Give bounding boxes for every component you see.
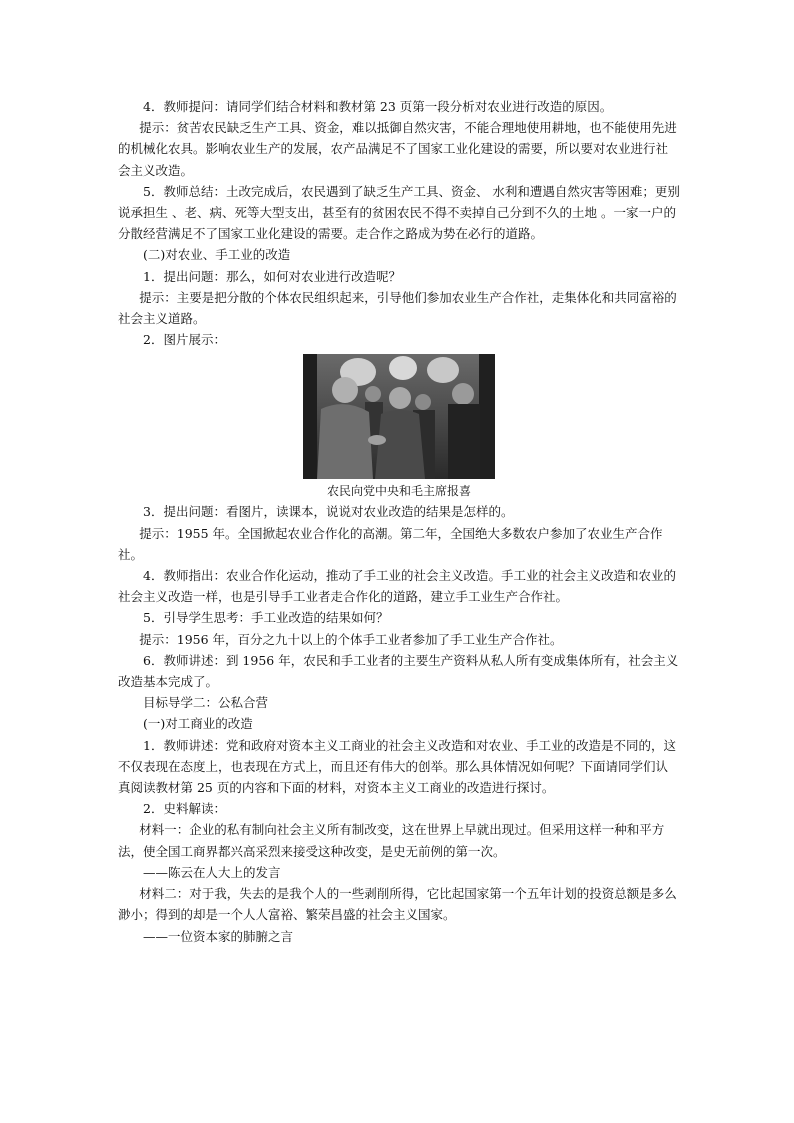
hint-4: 提示：1956 年，百分之九十以上的个体手工业者参加了手工业生产合作社。 (139, 631, 563, 647)
material-1-source: ——陈云在人大上的发言 (143, 864, 281, 880)
question-4: 4．教师提问：请同学们结合材料和教材第 23 页第一段分析对农业进行改造的原因。 (143, 99, 613, 114)
photo-farmers-reporting-to-chairman-icon (303, 354, 495, 479)
teacher-narration-1: 1．教师讲述：党和政府对资本主义工商业的社会主义改造和对农业、手工业的改造是不同的，这不仅表现在态度上，也表现在方式上，而且还有伟大的创举。那么具体情况如何呢？下面请同学们认真阅读教材第 25 页的内容和下面的材料，对资本主义工商业的改造进行探讨。 (118, 737, 676, 796)
figure (118, 354, 680, 501)
document-body (118, 96, 680, 947)
objective-heading-2: 目标导学二：公私合营 (143, 695, 269, 711)
figure-caption: 农民向党中央和毛主席报喜 (326, 484, 471, 499)
teacher-narration-6: 6．教师讲述：到 1956 年，农民和手工业者的主要生产资料从私人所有变成集体所有，社会主义改造基本完成了。 (118, 652, 679, 690)
hint-3: 提示：1955 年。全国掀起农业合作化的高潮。第二年，全国绝大多数农户参加了农业生产合作社。 (118, 525, 663, 562)
question-1: 1．提出问题：那么，如何对农业进行改造呢？ (143, 268, 401, 284)
hint-1: 提示：贫苦农民缺乏生产工具、资金，难以抵御自然灾害，不能合理地使用耕地，也不能使用先进的机械化农具。影响农业生产的发展，农产品满足不了国家工业化建设的需要，所以要对农业进行社会主义改造。 (118, 120, 677, 178)
picture-display: 2．图片展示： (143, 332, 226, 348)
question-3: 3．提出问题：看图片，读课本，说说对农业改造的结果是怎样的。 (143, 504, 514, 520)
summary-5: 5．教师总结：土改完成后，农民遇到了缺乏生产工具、资金、 水利和遭遇自然灾害等困难；更别说承担生 、老、病、死等大型支出，甚至有的贫困农民不得不卖掉自己分到不久的土地 。一家一户的分散经营满足不了国家工业化建设的需要。走合作之路成为势在必行的道路。 (118, 183, 680, 242)
hint-2: 提示：主要是把分散的个体农民组织起来，引导他们参加农业生产合作社，走集体化和共同富裕的社会主义道路。 (118, 289, 677, 327)
teacher-point-4: 4．教师指出：农业合作化运动，推动了手工业的社会主义改造。手工业的社会主义改造和农业的社会主义改造一样，也是引导手工业者走合作化的道路，建立手工业生产合作社。 (118, 568, 676, 605)
material-1: 材料一：企业的私有制向社会主义所有制改变，这在世界上早就出现过。但采用这样一种和平方法，使全国工商界都兴高采烈来接受这种改变，是史无前例的第一次。 (118, 822, 665, 859)
guide-question-5: 5．引导学生思考：手工业改造的结果如何？ (143, 610, 389, 626)
section-heading-1: (一)对工商业的改造 (143, 716, 253, 732)
material-2: 材料二：对于我，失去的是我个人的一些剥削所得，它比起国家第一个五年计划的投资总额是多么渺小；得到的却是一个人人富裕、繁荣昌盛的社会主义国家。 (118, 886, 677, 923)
source-interpretation: 2．史料解读： (143, 801, 226, 817)
section-heading-2: (二)对农业、手工业的改造 (143, 247, 291, 263)
material-2-source: ——一位资本家的肺腑之言 (143, 928, 294, 944)
